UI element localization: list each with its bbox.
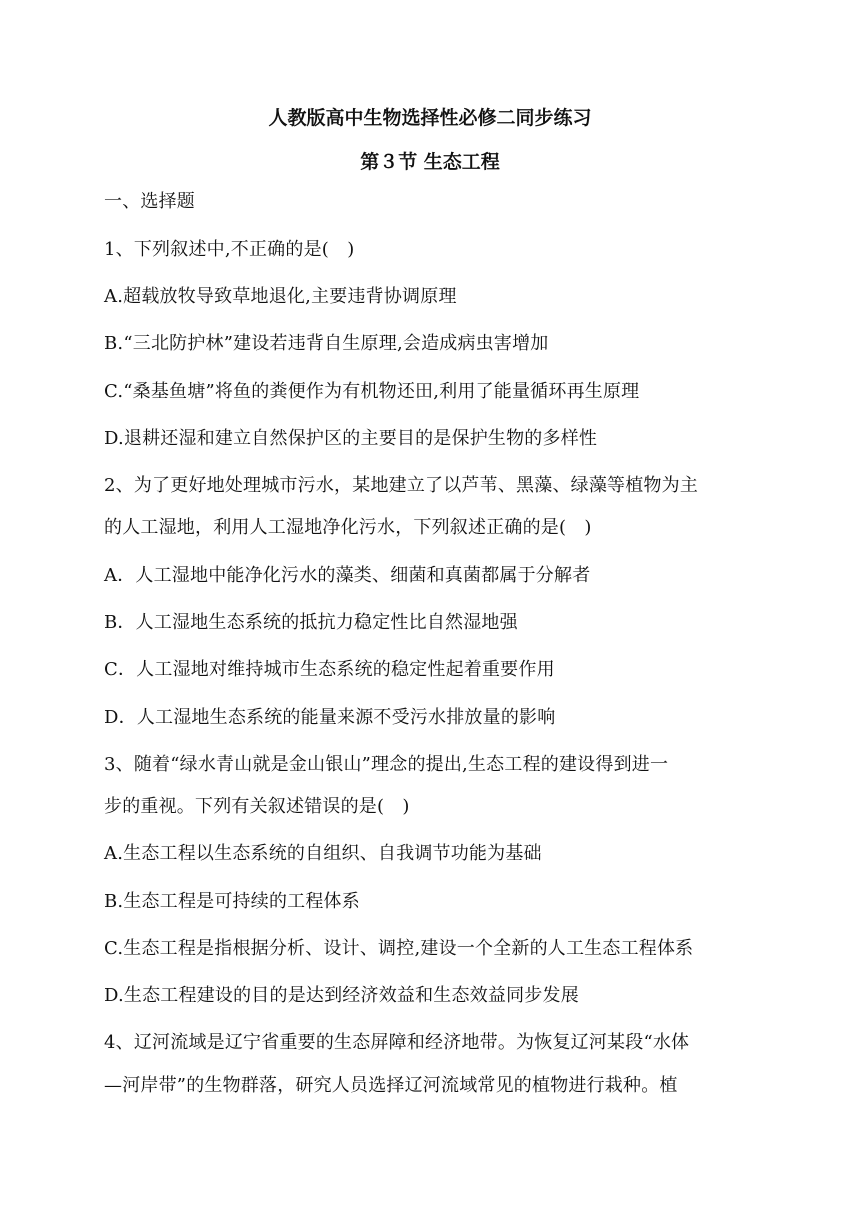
question-1-option-c: C.“桑基鱼塘”将鱼的粪便作为有机物还田,利用了能量循环再生原理 bbox=[104, 381, 640, 402]
question-3-stem-line-1: 3、随着“绿水青山就是金山银山”理念的提出,生态工程的建设得到进一 bbox=[104, 754, 669, 775]
question-1-option-d: D.退耕还湿和建立自然保护区的主要目的是保护生物的多样性 bbox=[104, 428, 598, 449]
question-2-option-c: C．人工湿地对维持城市生态系统的稳定性起着重要作用 bbox=[104, 659, 555, 680]
question-1-option-a: A.超载放牧导致草地退化,主要违背协调原理 bbox=[104, 286, 457, 307]
question-4-stem-line-2: —河岸带”的生物群落，研究人员选择辽河流域常见的植物进行栽种。植 bbox=[104, 1075, 678, 1096]
question-3-stem-line-2: 步的重视。下列有关叙述错误的是( ) bbox=[104, 796, 410, 817]
question-2-stem-line-1: 2、为了更好地处理城市污水，某地建立了以芦苇、黑藻、绿藻等植物为主 bbox=[104, 475, 699, 496]
question-2-option-a: A．人工湿地中能净化污水的藻类、细菌和真菌都属于分解者 bbox=[104, 565, 591, 586]
document-title: 人教版高中生物选择性必修二同步练习 bbox=[268, 107, 592, 129]
question-1-option-b: B.“三北防护林”建设若违背自生原理,会造成病虫害增加 bbox=[104, 333, 549, 354]
question-3-option-c: C.生态工程是指根据分析、设计、调控,建设一个全新的人工生态工程体系 bbox=[104, 938, 694, 959]
question-2-option-d: D．人工湿地生态系统的能量来源不受污水排放量的影响 bbox=[104, 707, 556, 728]
question-1-stem: 1、下列叙述中,不正确的是( ) bbox=[104, 239, 355, 260]
question-2-option-b: B．人工湿地生态系统的抵抗力稳定性比自然湿地强 bbox=[104, 612, 518, 633]
question-4-stem-line-1: 4、辽河流域是辽宁省重要的生态屏障和经济地带。为恢复辽河某段“水体 bbox=[104, 1032, 690, 1053]
document-subtitle: 第３节 生态工程 bbox=[360, 151, 500, 173]
section-heading: 一、选择题 bbox=[104, 191, 195, 212]
question-3-option-d: D.生态工程建设的目的是达到经济效益和生态效益同步发展 bbox=[104, 985, 579, 1006]
question-3-option-a: A.生态工程以生态系统的自组织、自我调节功能为基础 bbox=[104, 843, 542, 864]
question-3-option-b: B.生态工程是可持续的工程体系 bbox=[104, 891, 360, 912]
question-2-stem-line-2: 的人工湿地，利用人工湿地净化污水，下列叙述正确的是( ) bbox=[104, 517, 592, 538]
